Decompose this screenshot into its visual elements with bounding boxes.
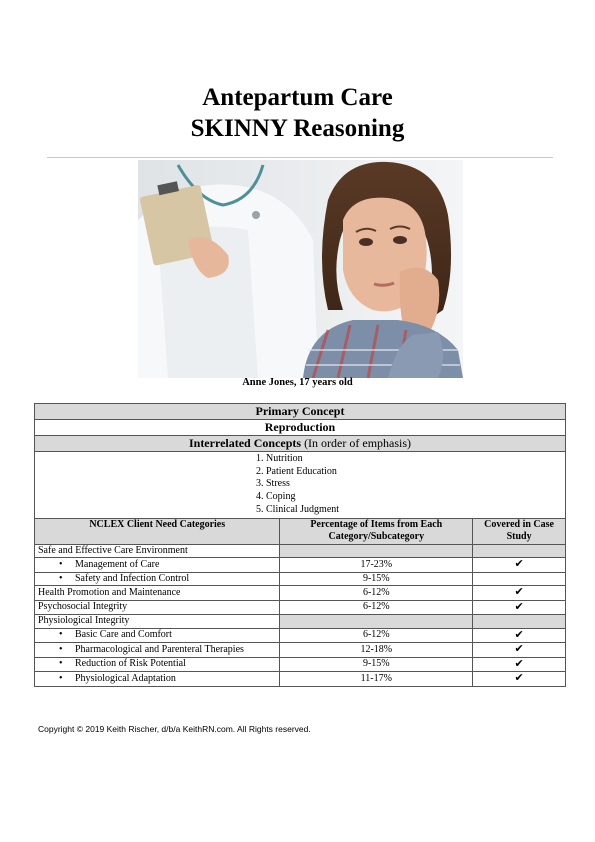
category-rows: [35, 544, 566, 686]
covered-cell: [473, 558, 566, 573]
copyright-notice: Copyright © 2019 Keith Rischer, d/b/a KeithRN.com. All Rights reserved.: [38, 724, 311, 734]
category-cell: [35, 572, 280, 586]
primary-concept-label: Primary Concept: [35, 404, 566, 420]
primary-concept-value-row: [35, 420, 566, 436]
concept-text: Clinical Judgment: [266, 503, 340, 515]
checkmark-icon: ✔: [514, 585, 524, 599]
concept-number: 2.: [256, 465, 266, 477]
table-row: [35, 544, 566, 558]
percentage-cell: [280, 615, 473, 629]
table-row: [35, 643, 566, 658]
interrelated-concept-item: [256, 466, 366, 479]
checkmark-icon: ✔: [514, 642, 524, 656]
category-label: Psychosocial Integrity: [38, 601, 128, 613]
table-row: [35, 572, 566, 586]
percentage-cell: 11-17%: [280, 672, 473, 687]
interrelated-list-row: [35, 452, 566, 519]
category-cell: [35, 558, 280, 573]
covered-cell: [473, 643, 566, 658]
category-cell: [35, 615, 280, 629]
bullet-icon: •: [59, 672, 63, 684]
covered-cell: [473, 672, 566, 687]
concepts-table: [34, 403, 566, 687]
category-cell: [35, 628, 280, 643]
column-header-row: [35, 518, 566, 544]
category-label: Pharmacological and Parenteral Therapies: [75, 643, 244, 655]
category-label: Physiological Integrity: [38, 615, 130, 627]
col-header-percentage: Percentage of Items from Each Category/Subcategory: [280, 518, 473, 544]
bullet-icon: •: [59, 629, 63, 641]
checkmark-icon: ✔: [514, 671, 524, 685]
bullet-icon: •: [59, 572, 63, 584]
category-label: Health Promotion and Maintenance: [38, 586, 181, 598]
primary-concept-value: Reproduction: [35, 420, 566, 436]
percentage-cell: 6-12%: [280, 628, 473, 643]
concept-number: 3.: [256, 478, 266, 490]
covered-cell: [473, 600, 566, 615]
table-row: [35, 615, 566, 629]
table-row: [35, 672, 566, 687]
category-label: Management of Care: [75, 558, 160, 570]
checkmark-icon: ✔: [514, 656, 524, 670]
percentage-cell: 9-15%: [280, 572, 473, 586]
title-divider: [47, 157, 553, 158]
interrelated-concept-item: [256, 491, 366, 504]
category-label: Safety and Infection Control: [75, 572, 190, 584]
table-row: [35, 586, 566, 601]
table-row: [35, 600, 566, 615]
title-line-2: SKINNY Reasoning: [190, 115, 405, 142]
concept-number: 5.: [256, 503, 266, 515]
interrelated-concept-item: [256, 453, 366, 466]
bullet-icon: •: [59, 658, 63, 670]
covered-cell: [473, 572, 566, 586]
interrelated-concept-item: [256, 504, 366, 517]
col-header-covered: Covered in Case Study: [473, 518, 566, 544]
category-cell: [35, 586, 280, 601]
patient-photo: [138, 160, 463, 378]
interrelated-label: Interrelated Concepts: [188, 436, 302, 450]
table-row: [35, 558, 566, 573]
percentage-cell: 12-18%: [280, 643, 473, 658]
category-cell: [35, 600, 280, 615]
concept-text: Nutrition: [266, 453, 303, 464]
percentage-cell: [280, 544, 473, 558]
category-cell: [35, 643, 280, 658]
patient-photo-illustration: [138, 160, 463, 378]
interrelated-concepts-list: [256, 453, 366, 517]
category-cell: [35, 672, 280, 687]
percentage-cell: 9-15%: [280, 657, 473, 672]
category-cell: [35, 657, 280, 672]
concept-number: 4.: [256, 491, 266, 503]
category-label: Physiological Adaptation: [75, 672, 176, 684]
page-title: [0, 82, 595, 144]
bullet-icon: •: [59, 558, 63, 570]
title-line-1: Antepartum Care: [202, 84, 393, 111]
covered-cell: [473, 544, 566, 558]
bullet-icon: •: [59, 643, 63, 655]
covered-cell: [473, 657, 566, 672]
checkmark-icon: ✔: [514, 557, 524, 571]
concept-number: 1.: [256, 453, 266, 464]
table-row: [35, 657, 566, 672]
concept-text: Patient Education: [266, 465, 337, 477]
checkmark-icon: ✔: [514, 627, 524, 641]
col-header-category: NCLEX Client Need Categories: [35, 518, 280, 544]
table-row: [35, 628, 566, 643]
concept-text: Coping: [266, 491, 296, 503]
category-label: Safe and Effective Care Environment: [38, 544, 188, 556]
primary-concept-header-row: [35, 404, 566, 420]
covered-cell: [473, 586, 566, 601]
percentage-cell: 6-12%: [280, 600, 473, 615]
interrelated-header-row: [35, 436, 566, 452]
covered-cell: [473, 615, 566, 629]
category-cell: [35, 544, 280, 558]
interrelated-concepts-header: [35, 436, 566, 452]
interrelated-list-cell: [35, 452, 566, 519]
photo-caption: Anne Jones, 17 years old: [242, 377, 353, 388]
interrelated-note: (In order of emphasis): [304, 436, 412, 450]
interrelated-concept-item: [256, 478, 366, 491]
percentage-cell: 6-12%: [280, 586, 473, 601]
covered-cell: [473, 628, 566, 643]
category-label: Reduction of Risk Potential: [75, 658, 186, 670]
category-label: Basic Care and Comfort: [75, 629, 172, 641]
percentage-cell: 17-23%: [280, 558, 473, 573]
concept-text: Stress: [266, 478, 290, 490]
checkmark-icon: ✔: [514, 599, 524, 613]
